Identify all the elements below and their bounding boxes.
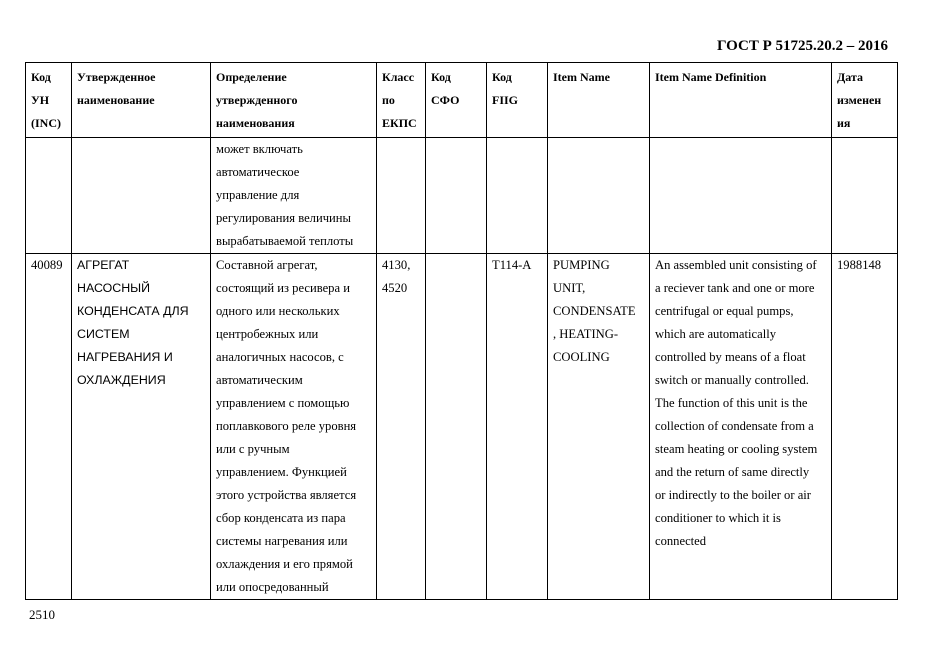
header-change-date bbox=[832, 63, 898, 138]
cell-text-line: Item Name Definition bbox=[655, 70, 767, 84]
header-fiig-code bbox=[487, 63, 548, 138]
cell-text-line: UNIT, bbox=[553, 281, 586, 295]
cell-change-date bbox=[832, 138, 898, 254]
document-standard-title: ГОСТ Р 51725.20.2 – 2016 bbox=[716, 38, 888, 54]
cell-text-line: Код bbox=[31, 70, 51, 84]
catalog-table bbox=[25, 62, 898, 600]
cell-text-line: одного или нескольких bbox=[216, 304, 340, 318]
cell-text-line: 40089 bbox=[31, 258, 63, 272]
cell-text-line: НАГРЕВАНИЯ И bbox=[77, 350, 173, 364]
cell-text-line: сбор конденсата из пара bbox=[216, 511, 346, 525]
cell-text-line: The function of this unit is the bbox=[655, 396, 808, 410]
cell-text-line: автоматическим bbox=[216, 373, 303, 387]
cell-item-name-definition bbox=[650, 254, 832, 600]
cell-text-line: Код bbox=[431, 70, 451, 84]
cell-text-line: ия bbox=[837, 116, 851, 130]
cell-fiig-code bbox=[487, 138, 548, 254]
cell-text-line: Item Name bbox=[553, 70, 610, 84]
cell-text-line: Утвержденное bbox=[77, 70, 156, 84]
cell-text-line: этого устройства является bbox=[216, 488, 357, 502]
cell-text-line: ЕКПС bbox=[382, 116, 417, 130]
cell-text-line: Определение bbox=[216, 70, 287, 84]
cell-text-line: a reciever tank and one or more bbox=[655, 281, 815, 295]
cell-text-line: вырабатываемой теплоты bbox=[216, 234, 354, 248]
cell-sfo-code bbox=[426, 138, 487, 254]
cell-item-name-definition bbox=[650, 138, 832, 254]
cell-text-line: СФО bbox=[431, 93, 460, 107]
cell-sfo-code bbox=[426, 254, 487, 600]
cell-text-line: по bbox=[382, 93, 395, 107]
table-row bbox=[26, 138, 898, 254]
cell-text-line: регулирования величины bbox=[216, 211, 351, 225]
cell-text-line: или с ручным bbox=[216, 442, 290, 456]
cell-text-line: controlled by means of a float bbox=[655, 350, 806, 364]
cell-text-line: 1988148 bbox=[837, 258, 882, 272]
cell-text-line: centrifugal or equal pumps, bbox=[655, 304, 794, 318]
cell-text-line: изменен bbox=[837, 93, 882, 107]
cell-text-line: аналогичных насосов, с bbox=[216, 350, 344, 364]
header-item-name-definition bbox=[650, 63, 832, 138]
cell-approved-name bbox=[72, 138, 211, 254]
cell-text-line: FIIG bbox=[492, 93, 519, 107]
cell-ekps-class bbox=[377, 254, 426, 600]
cell-approved-name bbox=[72, 254, 211, 600]
cell-text-line: COOLING bbox=[553, 350, 610, 364]
cell-text-line: охлаждения и его прямой bbox=[216, 557, 353, 571]
cell-inc-code bbox=[26, 138, 72, 254]
cell-text-line: управлением. Функцией bbox=[216, 465, 347, 479]
cell-text-line: switch or manually controlled. bbox=[655, 373, 809, 387]
header-ekps-class bbox=[377, 63, 426, 138]
cell-ekps-class bbox=[377, 138, 426, 254]
table-row bbox=[26, 254, 898, 600]
cell-text-line: An assembled unit consisting of bbox=[655, 258, 817, 272]
page-number: 2510 bbox=[29, 607, 55, 622]
cell-text-line: СИСТЕМ bbox=[77, 327, 130, 341]
cell-text-line: PUMPING bbox=[553, 258, 610, 272]
cell-text-line: Класс bbox=[382, 70, 415, 84]
cell-fiig-code bbox=[487, 254, 548, 600]
cell-text-line: CONDENSATE bbox=[553, 304, 636, 318]
cell-text-line: Дата bbox=[837, 70, 863, 84]
cell-text-line: connected bbox=[655, 534, 707, 548]
cell-text-line: утвержденного bbox=[216, 93, 298, 107]
cell-text-line: steam heating or cooling system bbox=[655, 442, 818, 456]
cell-text-line: which are automatically bbox=[655, 327, 776, 341]
cell-text-line: АГРЕГАТ bbox=[77, 258, 130, 272]
header-approved-name bbox=[72, 63, 211, 138]
cell-item-name bbox=[548, 138, 650, 254]
cell-text-line: T114-A bbox=[492, 258, 532, 272]
cell-text-line: Составной агрегат, bbox=[216, 258, 318, 272]
cell-text-line: (INC) bbox=[31, 116, 61, 130]
cell-text-line: 4520 bbox=[382, 281, 408, 295]
cell-text-line: или опосредованный bbox=[216, 580, 329, 594]
cell-text-line: and the return of same directly bbox=[655, 465, 810, 479]
header-name-definition bbox=[211, 63, 377, 138]
cell-text-line: центробежных или bbox=[216, 327, 319, 341]
cell-text-line: наименование bbox=[77, 93, 155, 107]
cell-text-line: состоящий из ресивера и bbox=[216, 281, 350, 295]
cell-text-line: НАСОСНЫЙ bbox=[77, 281, 151, 295]
cell-change-date bbox=[832, 254, 898, 600]
cell-inc-code bbox=[26, 254, 72, 600]
cell-text-line: управление для bbox=[216, 188, 300, 202]
cell-text-line: управлением с помощью bbox=[216, 396, 350, 410]
cell-text-line: автоматическое bbox=[216, 165, 300, 179]
cell-item-name bbox=[548, 254, 650, 600]
cell-name-definition bbox=[211, 254, 377, 600]
cell-text-line: поплавкового реле уровня bbox=[216, 419, 357, 433]
header-sfo-code bbox=[426, 63, 487, 138]
catalog-table-container bbox=[25, 62, 897, 600]
cell-text-line: , HEATING- bbox=[553, 327, 619, 341]
header-inc-code bbox=[26, 63, 72, 138]
cell-text-line: or indirectly to the boiler or air bbox=[655, 488, 811, 502]
cell-text-line: может включать bbox=[216, 142, 303, 156]
cell-text-line: КОНДЕНСАТА ДЛЯ bbox=[77, 304, 189, 318]
cell-text-line: 4130, bbox=[382, 258, 411, 272]
cell-text-line: УН bbox=[31, 93, 50, 107]
cell-text-line: системы нагревания или bbox=[216, 534, 348, 548]
header-item-name bbox=[548, 63, 650, 138]
cell-text-line: наименования bbox=[216, 116, 295, 130]
cell-name-definition bbox=[211, 138, 377, 254]
cell-text-line: collection of condensate from a bbox=[655, 419, 814, 433]
cell-text-line: conditioner to which it is bbox=[655, 511, 781, 525]
cell-text-line: Код bbox=[492, 70, 512, 84]
cell-text-line: ОХЛАЖДЕНИЯ bbox=[77, 373, 166, 387]
table-header-row bbox=[26, 63, 898, 138]
